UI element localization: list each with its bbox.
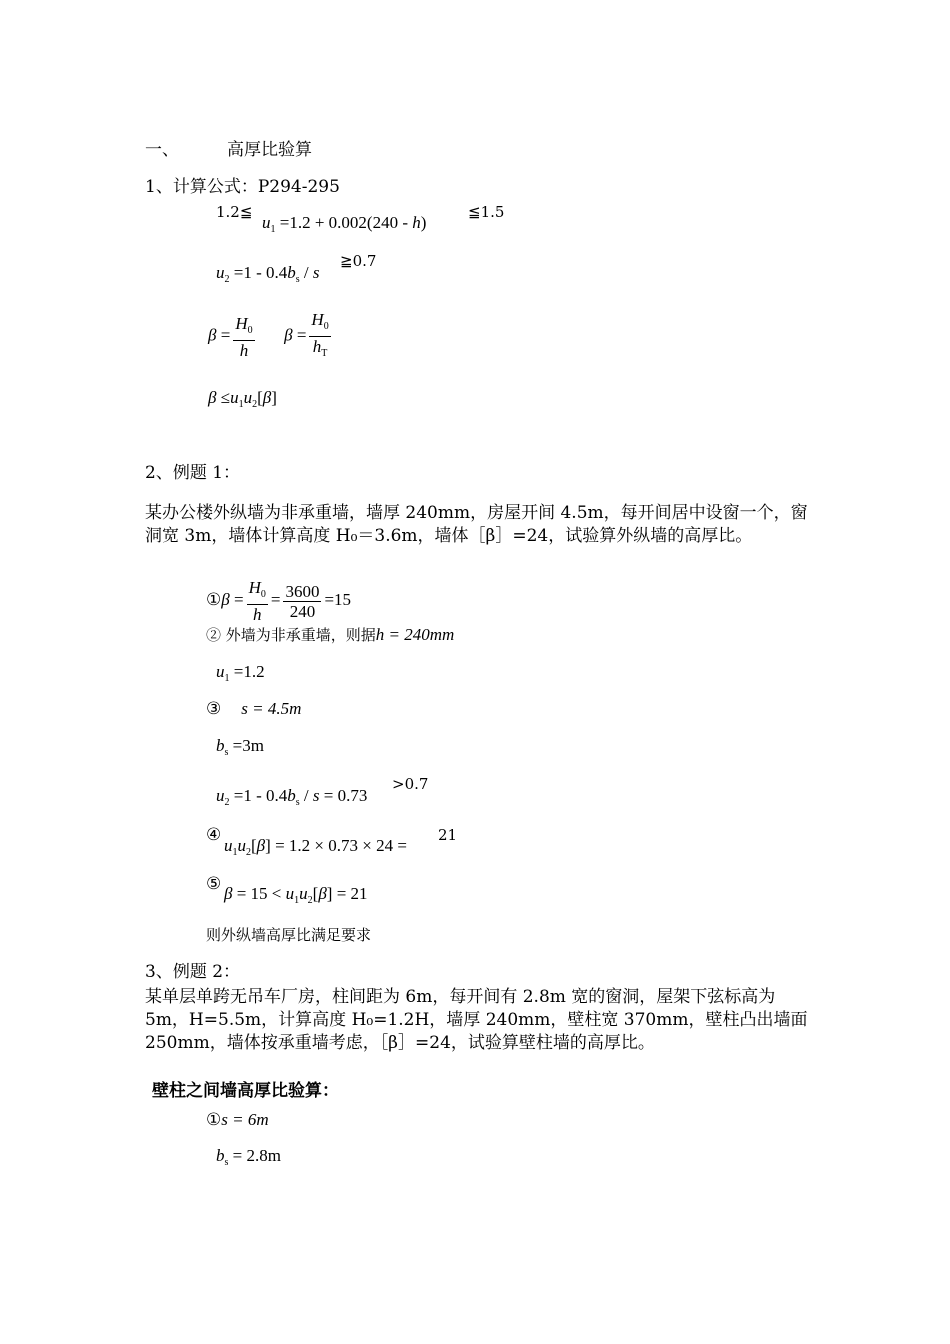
example1-heading: 2、例题 1： <box>145 463 241 483</box>
example2-step1-s: ①s = 6m <box>206 1110 269 1129</box>
section-title: 高厚比验算 <box>227 140 312 160</box>
example1-step4: $u_1u_2[\beta] = 1.2 \times 0.73 \times 24$ = <box>224 836 407 858</box>
formula4-condition: $\beta \le u_1u_2[\beta]$ <box>208 388 277 410</box>
section-heading <box>145 139 312 161</box>
example1-u2: $u_2 =1 - 0.4b_s / s = 0.73$ <box>216 786 368 808</box>
formula1-u1: $u_1 =1.2 + 0.002(240 - h)$ <box>262 213 427 235</box>
example2-heading: 3、例题 2： <box>145 962 241 982</box>
section-number: 一、 <box>145 140 179 160</box>
example2-subheading: 壁柱之间墙高厚比验算： <box>152 1081 339 1101</box>
example1-step5: $\beta = 15 < u_1u_2[\beta] = 21$ <box>224 884 368 906</box>
example1-u2-compare: >0.7 <box>392 775 429 793</box>
formula3-beta: β = $\frac{H_0}{h}$ β = $\frac{H_0}{h_T}$ <box>208 310 329 360</box>
example2-bs: $b_s = 2.8m$ <box>216 1146 281 1168</box>
example1-step2: ② 外墙为非承重墙，则据h = 240mm <box>206 625 455 644</box>
example1-problem: 某办公楼外纵墙为非承重墙，墙厚 240mm，房屋开间 4.5m，每开间居中设窗一个，窗洞宽 3m，墙体计算高度 H₀＝3.6m，墙体［β］=24，试验算外纵墙的高厚比。 <box>145 503 808 546</box>
example1-step3-s: ③ s = 4.5m <box>206 699 302 718</box>
example1-conclusion: 则外纵墙高厚比满足要求 <box>206 926 372 944</box>
example1-step4-result: 21 <box>438 826 458 844</box>
example2-problem: 某单层单跨无吊车厂房，柱间距为 6m，每开间有 2.8m 宽的窗洞，屋架下弦标高为5m，H=5.5m，计算高度 H₀=1.2H，墙厚 240mm，壁柱宽 370mm，壁柱凸出墙面 250mm，墙体按承重墙考虑，［β］=24，试验算壁柱墙的高厚比。 <box>145 987 808 1053</box>
example1-step4-marker: ④ <box>206 825 222 844</box>
formula-heading: 1、计算公式：P294-295 <box>145 177 340 197</box>
example1-step5-marker: ⑤ <box>206 874 222 893</box>
example1-u1: $u_1 =1.2$ <box>216 662 265 684</box>
example1-bs: $b_s =3m$ <box>216 736 264 758</box>
example1-step1: ①β = $\frac{H_0}{h}$ = $\frac{3600}{240}$ =15 <box>206 578 352 624</box>
formula2-bound: ≧0.7 <box>340 252 377 270</box>
formula1-left-bound: 1.2≦ <box>216 203 253 221</box>
formula2-u2: $u_2 =1 - 0.4b_s / s$ <box>216 263 320 285</box>
formula1-right-bound: ≦1.5 <box>468 203 505 221</box>
